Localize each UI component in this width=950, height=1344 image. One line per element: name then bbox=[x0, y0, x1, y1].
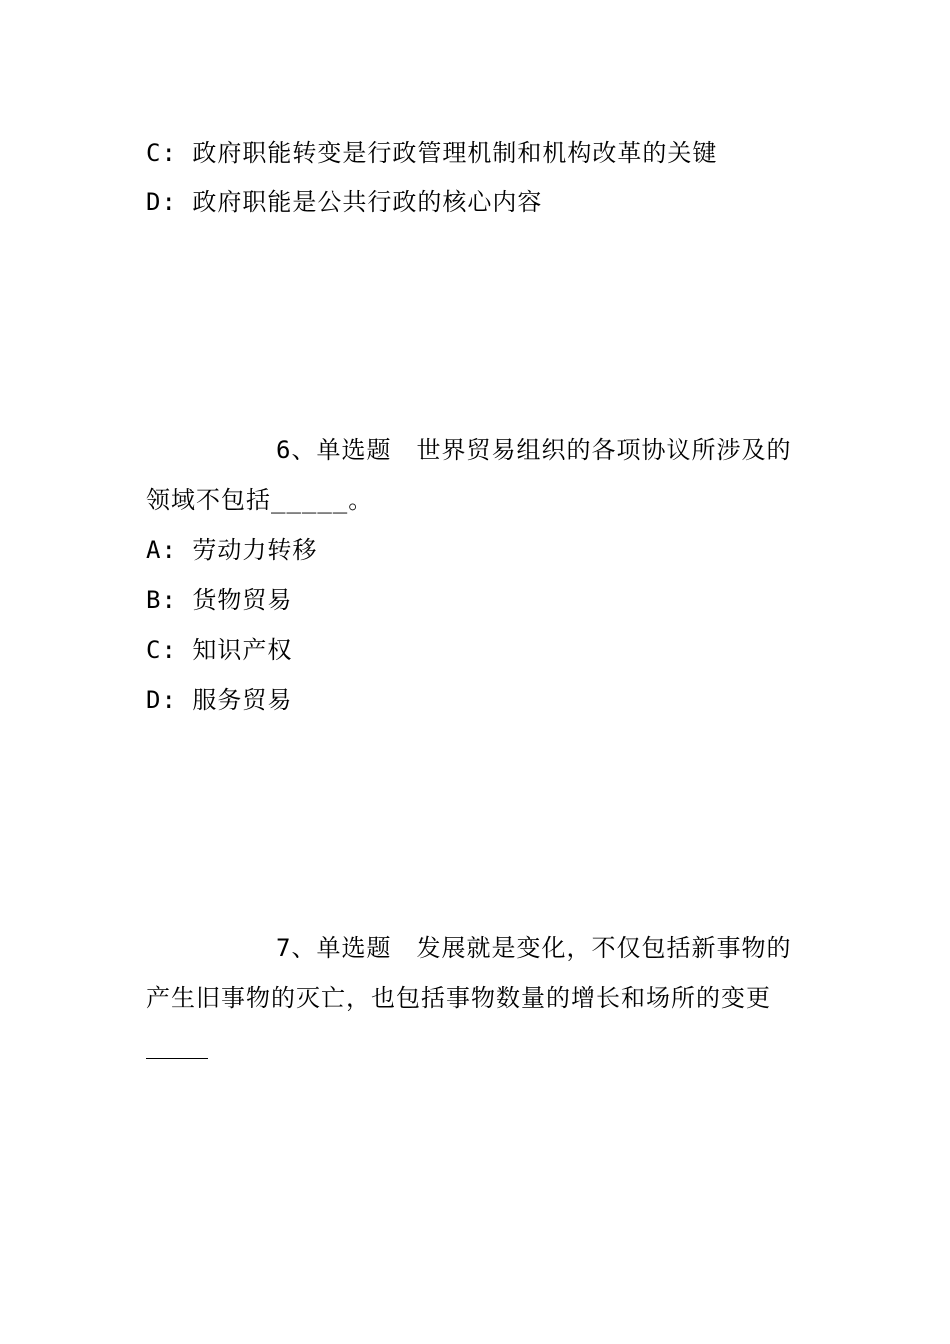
q6-option-c: C: 知识产权 bbox=[146, 636, 293, 664]
q6-option-d: D: 服务贸易 bbox=[146, 686, 293, 714]
q6-option-b: B: 货物贸易 bbox=[146, 586, 293, 614]
q6-stem-line2: 领域不包括_____。 bbox=[146, 486, 374, 514]
q5-option-c: C: 政府职能转变是行政管理机制和机构改革的关键 bbox=[146, 139, 718, 167]
q7-answer-blank bbox=[146, 1058, 208, 1059]
q7-stem-line2: 产生旧事物的灭亡，也包括事物数量的增长和场所的变更 bbox=[146, 984, 771, 1012]
q6-option-a: A: 劳动力转移 bbox=[146, 536, 318, 564]
q5-option-d: D: 政府职能是公共行政的核心内容 bbox=[146, 188, 543, 216]
q7-stem-line1: 7、单选题 发展就是变化，不仅包括新事物的 bbox=[276, 934, 792, 962]
q6-stem-line1: 6、单选题 世界贸易组织的各项协议所涉及的 bbox=[276, 436, 792, 464]
